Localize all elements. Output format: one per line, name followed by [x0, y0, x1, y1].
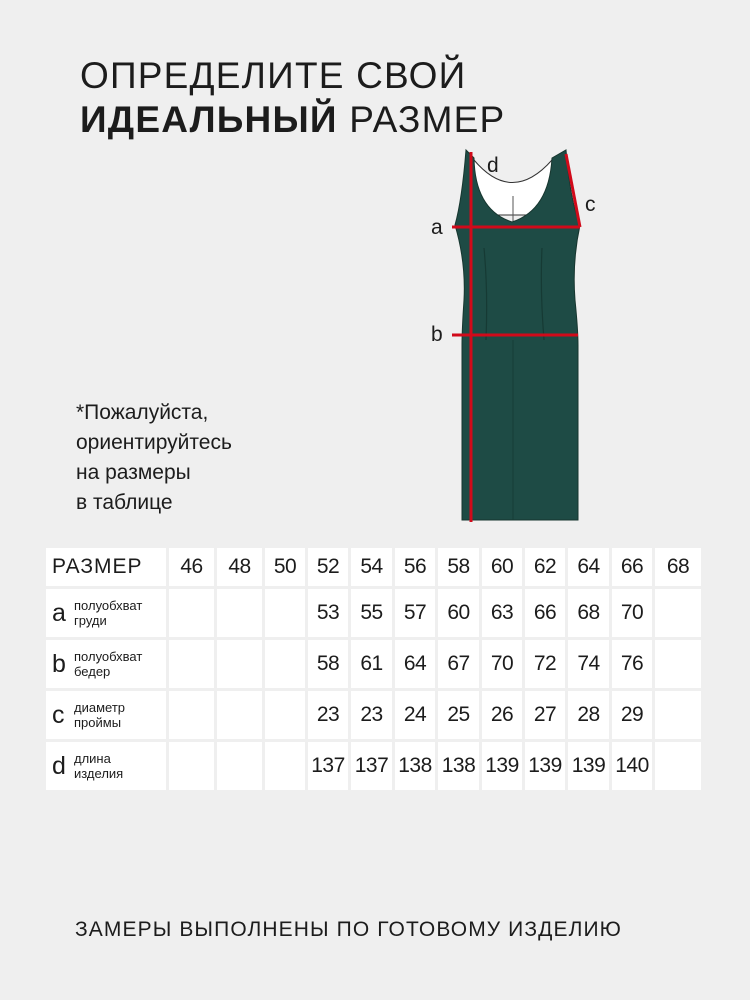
table-cell [217, 742, 262, 790]
measure-label-a: a [431, 216, 443, 239]
table-cell: 23 [351, 691, 392, 739]
table-cell: 26 [482, 691, 522, 739]
table-cell: 137 [351, 742, 392, 790]
table-cell: 139 [525, 742, 565, 790]
table-cell: 137 [308, 742, 348, 790]
table-cell: 55 [351, 589, 392, 637]
table-cell: 60 [438, 589, 479, 637]
table-row [46, 691, 701, 739]
table-cell [655, 640, 701, 688]
row-letter: b [52, 649, 66, 678]
table-cell [265, 589, 305, 637]
size-header-cell: 68 [655, 548, 701, 586]
row-label-line-2: груди [74, 613, 107, 628]
table-cell [169, 691, 214, 739]
row-letter: a [52, 598, 66, 627]
size-note [76, 398, 232, 518]
table-cell: 139 [482, 742, 522, 790]
size-header-cell: 48 [217, 548, 262, 586]
measure-label-b: b [431, 323, 443, 346]
table-cell: 63 [482, 589, 522, 637]
table-row [46, 640, 701, 688]
row-label [46, 640, 166, 688]
note-line-3: на размеры [76, 461, 191, 484]
table-cell [169, 742, 214, 790]
table-cell: 74 [568, 640, 609, 688]
table-cell [217, 589, 262, 637]
row-letter: d [52, 751, 66, 780]
table-cell: 138 [395, 742, 435, 790]
table-cell: 76 [612, 640, 652, 688]
size-header-row [46, 548, 701, 586]
row-label [46, 589, 166, 637]
table-cell [217, 640, 262, 688]
row-label-text [74, 751, 123, 781]
table-cell: 24 [395, 691, 435, 739]
measure-label-c: c [585, 193, 596, 216]
table-cell: 27 [525, 691, 565, 739]
table-cell: 66 [525, 589, 565, 637]
table-cell: 61 [351, 640, 392, 688]
size-header-cell: 50 [265, 548, 305, 586]
table-cell [169, 640, 214, 688]
table-cell: 29 [612, 691, 652, 739]
page-title [80, 54, 505, 142]
size-header-cell: 56 [395, 548, 435, 586]
table-cell: 25 [438, 691, 479, 739]
table-cell [169, 589, 214, 637]
table-cell: 140 [612, 742, 652, 790]
table-cell: 53 [308, 589, 348, 637]
size-header-cell: 62 [525, 548, 565, 586]
title-bold-word: ИДЕАЛЬНЫЙ [80, 99, 338, 140]
row-label-line-1: длина [74, 751, 111, 766]
measure-label-d: d [487, 154, 499, 177]
title-rest-word: РАЗМЕР [349, 99, 506, 140]
size-header-cell: 54 [351, 548, 392, 586]
table-cell: 58 [308, 640, 348, 688]
row-label-line-2: изделия [74, 766, 124, 781]
size-header-cell: 46 [169, 548, 214, 586]
row-label-line-1: диаметр [74, 700, 125, 715]
row-label-text [74, 598, 142, 628]
note-line-4: в таблице [76, 491, 173, 514]
table-cell: 68 [568, 589, 609, 637]
row-label-line-2: бедер [74, 664, 111, 679]
table-cell: 72 [525, 640, 565, 688]
row-label-line-1: полуобхват [74, 598, 143, 613]
size-header-cell: 52 [308, 548, 348, 586]
table-cell: 23 [308, 691, 348, 739]
row-label [46, 742, 166, 790]
table-row [46, 742, 701, 790]
note-line-2: ориентируйтесь [76, 431, 232, 454]
size-header-label: РАЗМЕР [46, 548, 166, 586]
row-label-text [74, 700, 125, 730]
table-cell: 64 [395, 640, 435, 688]
row-label-line-1: полуобхват [74, 649, 143, 664]
table-cell: 57 [395, 589, 435, 637]
row-label-line-2: проймы [74, 715, 122, 730]
footer-note: ЗАМЕРЫ ВЫПОЛНЕНЫ ПО ГОТОВОМУ ИЗДЕЛИЮ [75, 918, 622, 941]
dress-diagram [420, 145, 620, 530]
row-label [46, 691, 166, 739]
row-label-text [74, 649, 142, 679]
size-header-cell: 64 [568, 548, 609, 586]
size-header-cell: 66 [612, 548, 652, 586]
table-cell: 70 [482, 640, 522, 688]
size-header-cell: 58 [438, 548, 479, 586]
table-cell [655, 691, 701, 739]
table-cell: 138 [438, 742, 479, 790]
size-header-cell: 60 [482, 548, 522, 586]
title-line-1: ОПРЕДЕЛИТЕ СВОЙ [80, 55, 467, 96]
table-cell: 67 [438, 640, 479, 688]
table-cell [265, 640, 305, 688]
table-cell: 70 [612, 589, 652, 637]
table-cell [655, 589, 701, 637]
table-cell: 28 [568, 691, 609, 739]
table-cell [265, 742, 305, 790]
note-line-1: *Пожалуйста, [76, 401, 209, 424]
table-row [46, 589, 701, 637]
size-table [43, 545, 704, 793]
table-cell: 139 [568, 742, 609, 790]
row-letter: c [52, 700, 65, 729]
table-cell [265, 691, 305, 739]
table-cell [217, 691, 262, 739]
table-cell [655, 742, 701, 790]
